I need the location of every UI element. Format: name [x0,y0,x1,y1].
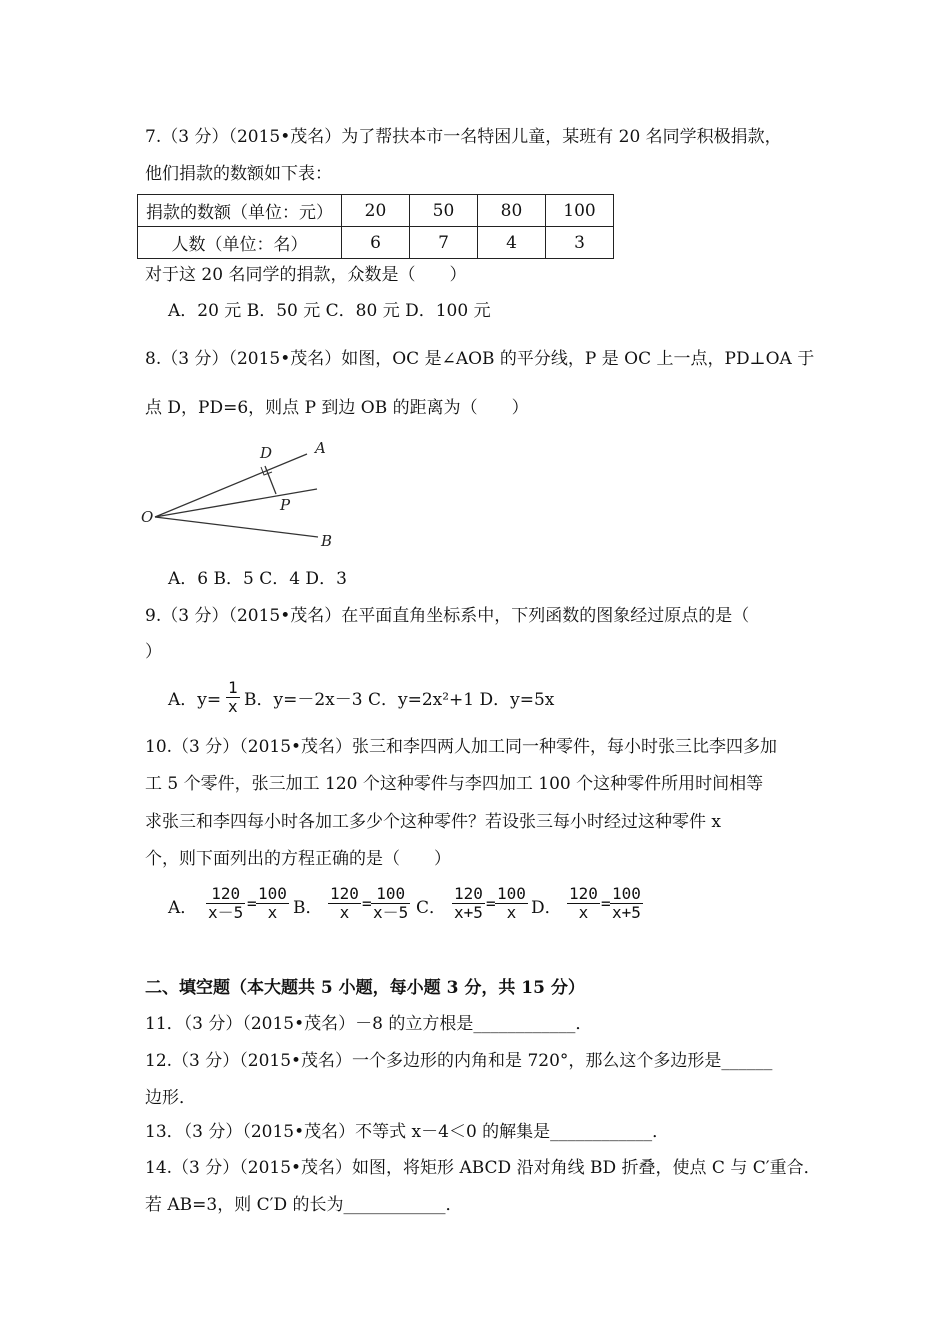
q13-line: 13．（3 分）（2015•茂名）不等式 x－4＜0 的解集是____________． [145,1122,670,1142]
q7-options: A．20 元 B．50 元 C．80 元 D．100 元 [168,301,491,321]
q14-line-2: 若 AB=3，则 C′D 的长为____________． [145,1195,463,1215]
fraction-denominator: x－5 [373,903,409,922]
q8-options: A．6 B．5 C．4 D．3 [168,569,347,589]
ray-oc [155,489,317,517]
table-cell: 6 [342,227,410,259]
equals-sign: = [247,894,257,913]
equals-sign: = [486,894,496,913]
label-p: P [280,496,291,514]
q10-b-right-fraction [371,885,410,922]
equals-sign: = [601,894,611,913]
q10-line-1: 10.（3 分）（2015•茂名）张三和李四两人加工同一种零件，每小时张三比李四多加 [145,737,778,757]
q12-line-2: 边形． [145,1088,196,1108]
fraction-numerator: 100 [497,884,526,903]
q10-d-right-fraction [610,885,643,922]
q14-line-1: 14.（3 分）（2015•茂名）如图，将矩形 ABCD 沿对角线 BD 折叠，使点 C 与 C′重合． [145,1158,821,1178]
ray-ob [155,517,318,537]
table-header-amount: 捐款的数额（单位：元） [138,195,342,227]
label-a: A [315,439,326,457]
table-cell: 100 [546,195,614,227]
q9-line-2: ） [145,642,162,662]
table-cell: 20 [342,195,410,227]
q9-option-a-prefix: A．y= [168,690,222,710]
fraction-numerator: 120 [206,885,245,904]
fraction-numerator: 100 [371,885,410,904]
q10-c-right-fraction [495,885,528,922]
q8-line-2: 点 D，PD=6，则点 P 到边 OB 的距离为（ ） [145,398,529,418]
fraction-denominator: x [339,903,350,922]
fraction-denominator: x+5 [612,903,641,922]
table-cell: 4 [478,227,546,259]
section-2-heading: 二、填空题（本大题共 5 小题，每小题 3 分，共 15 分） [145,978,585,998]
q10-a-right-fraction [256,885,289,922]
label-o: O [141,508,154,526]
q10-option-a-label: A． [168,898,198,918]
fraction-numerator: 1 [228,678,238,697]
q10-line-3: 求张三和李四每小时各加工多少个这种零件？若设张三每小时经过这种零件 x [145,812,721,832]
label-b: B [321,532,333,550]
q10-b-left-fraction [328,885,361,922]
segment-pd [265,466,276,494]
fraction-denominator: x－5 [208,903,244,922]
fraction-denominator: x [228,697,238,716]
fraction-numerator: 100 [612,884,641,903]
table-row [138,227,614,259]
q10-a-left-fraction [206,885,245,922]
q11-line: 11．（3 分）（2015•茂名）－8 的立方根是____________． [145,1014,593,1034]
fraction-numerator: 120 [569,884,598,903]
fraction-denominator: x [578,903,589,922]
q10-line-4: 个，则下面列出的方程正确的是（ ） [145,849,451,869]
q9-line-1: 9.（3 分）（2015•茂名）在平面直角坐标系中，下列函数的图象经过原点的是（ [145,606,750,626]
q12-line-1: 12.（3 分）（2015•茂名）一个多边形的内角和是 720°，那么这个多边形是______ [145,1051,773,1071]
table-cell: 3 [546,227,614,259]
q10-option-b-label: B． [293,898,323,918]
angle-bisector-figure [135,433,345,558]
donation-table [137,194,614,259]
q9-option-a-fraction [226,679,240,716]
table-cell: 50 [410,195,478,227]
q10-option-d-label: D． [531,898,562,918]
fraction-numerator: 120 [330,884,359,903]
equals-sign: = [362,894,372,913]
fraction-denominator: x [267,903,278,922]
q9-options-rest: B．y=－2x－3 C．y=2x²+1 D．y=5x [244,690,555,710]
table-cell: 80 [478,195,546,227]
fraction-denominator: x+5 [454,903,483,922]
table-header-people: 人数（单位：名） [138,227,342,259]
q7-line-1: 7.（3 分）（2015•茂名）为了帮扶本市一名特困儿童，某班有 20 名同学积极捐款， [145,127,782,147]
fraction-denominator: x [506,903,517,922]
fraction-numerator: 100 [258,884,287,903]
table-cell: 7 [410,227,478,259]
q10-d-left-fraction [567,885,600,922]
q10-option-c-label: C． [416,898,447,918]
label-d: D [260,444,273,462]
q8-line-1: 8.（3 分）（2015•茂名）如图，OC 是∠AOB 的平分线，P 是 OC 上一点，PD⊥OA 于 [145,349,815,369]
table-row [138,195,614,227]
q7-line-2: 他们捐款的数额如下表： [145,164,332,184]
q7-line-3: 对于这 20 名同学的捐款，众数是（ ） [145,265,467,285]
fraction-numerator: 120 [454,884,483,903]
q10-line-2: 工 5 个零件，张三加工 120 个这种零件与李四加工 100 个这种零件所用时间相等 [145,774,764,794]
q10-c-left-fraction [452,885,485,922]
